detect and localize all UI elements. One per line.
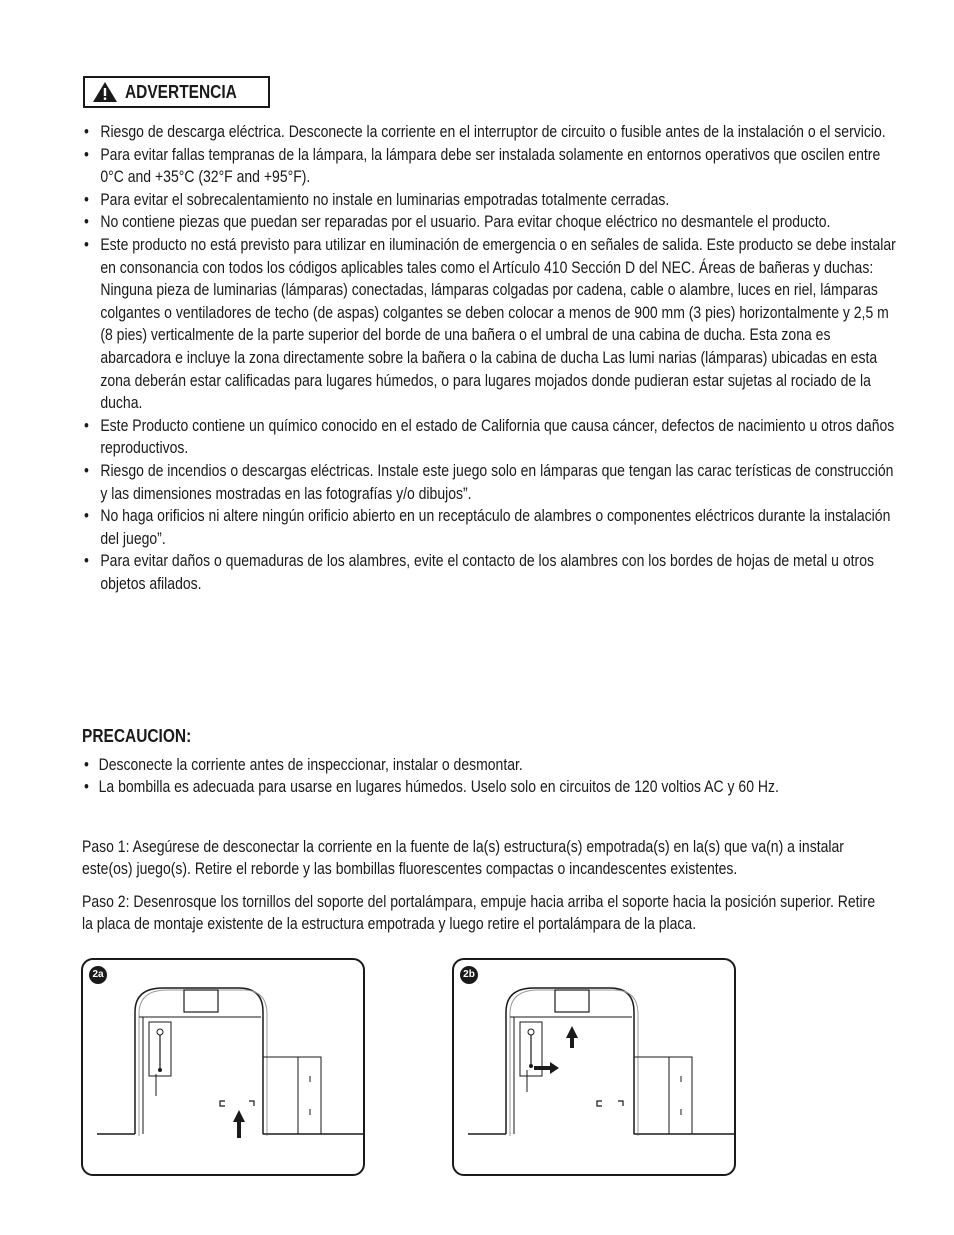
warning-header: [83, 76, 270, 108]
warning-title: ADVERTENCIA: [125, 81, 237, 102]
step-1-text: Paso 1: Asegúrese de desconectar la corriente en la fuente de la(s) estructura(s) empotrada(s) en la(s) que va(n) a instalar este(os) juego(s). Retire el reborde y las bombillas fluorescentes compactas o incandescentes existentes.: [82, 838, 844, 878]
figure-2b-drawing: [454, 960, 736, 1176]
figure-2a-drawing: [83, 960, 365, 1176]
figure-badge: 2b: [460, 966, 478, 984]
caution-item: • La bombilla es adecuada para usarse en lugares húmedos. Uselo solo en circuitos de 120 voltios AC y 60 Hz.: [84, 776, 924, 798]
warning-list: [84, 121, 896, 595]
warning-triangle-icon: [92, 81, 118, 103]
warning-item: • Este Producto contiene un químico conocido en el estado de California que causa cáncer, defectos de nacimiento u otros daños reproductivos.: [84, 415, 900, 460]
caution-title: PRECAUCION:: [82, 726, 192, 746]
warning-item: • Riesgo de descarga eléctrica. Desconecte la corriente en el interruptor de circuito o fusible antes de la instalación o el servicio.: [84, 121, 900, 144]
warning-item: • Para evitar daños o quemaduras de los alambres, evite el contacto de los alambres con los bordes de hojas de metal u otros objetos afilados.: [84, 550, 900, 595]
warning-item: • No contiene piezas que puedan ser reparadas por el usuario. Para evitar choque eléctrico no desmantele el producto.: [84, 211, 900, 234]
caution-list: [84, 754, 954, 798]
caution-item: • Desconecte la corriente antes de inspeccionar, instalar o desmontar.: [84, 754, 924, 776]
figure-badge: 2a: [89, 966, 107, 984]
warning-item: • Para evitar el sobrecalentamiento no instale en luminarias empotradas totalmente cerradas.: [84, 189, 900, 212]
figure-2a: [81, 958, 365, 1176]
figure-2b: [452, 958, 736, 1176]
warning-item: • Este producto no está previsto para utilizar en iluminación de emergencia o en señales de salida. Este producto se debe instalar en consonancia con todos los códigos aplicables tales como el Artículo 410 Sección D del NEC. Áreas de bañeras y duchas: Ninguna pieza de luminarias (lámparas) conectadas, lámparas colgadas por cadena, cable o alambre, luces en riel, lámparas colgantes o ventiladores de techo (de aspas) colgantes se deben colocar a menos de 900 mm (3 pies) horizontalmente y 2,5 m (8 pies) verticalmente de la parte superior del borde de una bañera o el umbral de una cabina de ducha. Esta zona es abarcadora e incluye la zona directamente sobre la bañera o la cabina de ducha Las lumi narias (lámparas) ubicadas en esta zona deberán estar calificadas para lugares húmedos, o para lugares mojados donde pudieran estar sujetas al rociado de la ducha.: [84, 234, 900, 415]
step-2-text: Paso 2: Desenrosque los tornillos del soporte del portalámpara, empuje hacia arriba el soporte hacia la posición superior. Retire la placa de montaje existente de la estructura empotrada y luego retire el portalámpara de la placa.: [82, 893, 876, 933]
warning-item: • Riesgo de incendios o descargas eléctricas. Instale este juego solo en lámparas que tengan las carac terísticas de construcción y las dimensiones mostradas en las fotografías y/o dibujos”.: [84, 460, 900, 505]
warning-item: • No haga orificios ni altere ningún orificio abierto en un receptáculo de alambres o componentes eléctricos durante la instalación del juego”.: [84, 505, 900, 550]
warning-item: • Para evitar fallas tempranas de la lámpara, la lámpara debe ser instalada solamente en entornos operativos que oscilen entre 0°C and +35°C (32°F and +95°F).: [84, 144, 900, 189]
